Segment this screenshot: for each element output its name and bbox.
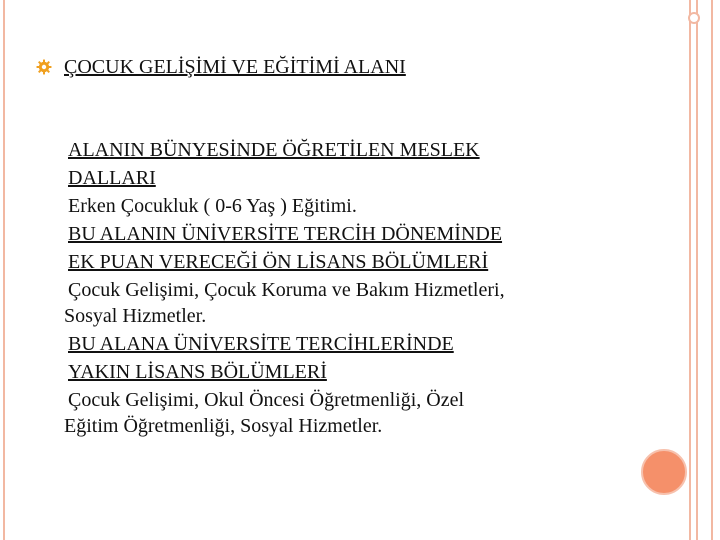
section-content: Sosyal Hizmetler.: [64, 305, 207, 327]
decorative-ring: [688, 12, 700, 24]
section-content: Eğitim Öğretmenliği, Sosyal Hizmetler.: [64, 415, 383, 437]
section-title: BU ALANA ÜNİVERSİTE TERCİHLERİNDE: [68, 333, 454, 355]
decorative-circle: [641, 449, 687, 495]
right-border-line: [689, 0, 691, 540]
page-title: ÇOCUK GELİŞİMİ VE EĞİTİMİ ALANI: [64, 56, 406, 78]
right-border-line: [696, 0, 698, 540]
section-content: Erken Çocukluk ( 0-6 Yaş ) Eğitimi.: [68, 195, 357, 217]
section-content: Çocuk Gelişimi, Okul Öncesi Öğretmenliği, Özel: [68, 389, 465, 411]
content-body: [64, 136, 634, 440]
section-title: DALLARI: [68, 167, 156, 189]
section-title: ALANIN BÜNYESİNDE ÖĞRETİLEN MESLEK: [68, 139, 480, 161]
section-content: Çocuk Gelişimi, Çocuk Koruma ve Bakım Hizmetleri,: [68, 279, 505, 301]
gear-bullet-icon: [36, 59, 52, 75]
left-border-line: [3, 0, 5, 540]
section-title: YAKIN LİSANS BÖLÜMLERİ: [68, 361, 327, 383]
section-title: EK PUAN VERECEĞİ ÖN LİSANS BÖLÜMLERİ: [68, 251, 489, 273]
right-border-line: [711, 0, 713, 540]
section-title: BU ALANIN ÜNİVERSİTE TERCİH DÖNEMİNDE: [68, 223, 503, 245]
